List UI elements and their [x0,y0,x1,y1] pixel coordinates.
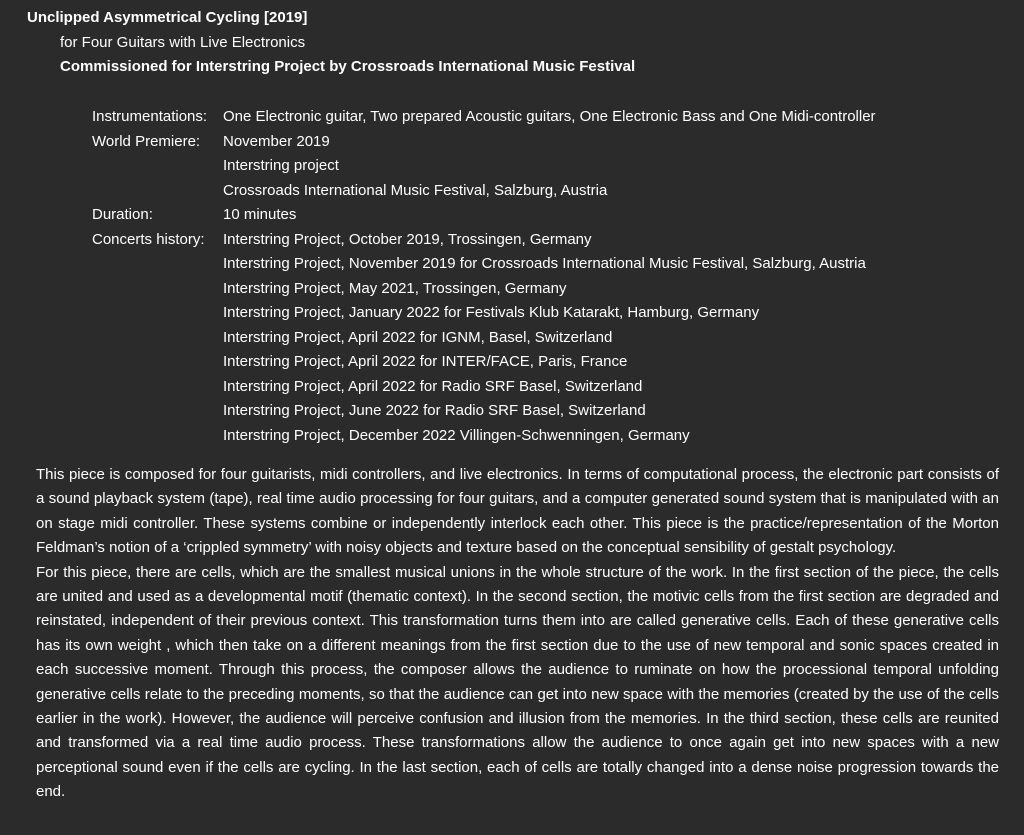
commission-note: Commissioned for Interstring Project by Crossroads International Music Festival [60,58,636,75]
program-notes [36,463,999,805]
world-premiere-project: Interstring project [223,157,339,174]
concert-item: Interstring Project, January 2022 for Festivals Klub Katarakt, Hamburg, Germany [223,304,760,321]
instrumentations-label: Instrumentations: [92,108,208,125]
concert-item: Interstring Project, April 2022 for IGNM, Basel, Switzerland [223,328,613,346]
duration-value: 10 minutes [223,206,297,223]
instrumentations-value: One Electronic guitar, Two prepared Acoustic guitars, One Electronic Bass and One Midi-controller [223,108,876,125]
world-premiere-date: November 2019 [223,132,330,150]
program-notes-paragraph-2: For this piece, there are cells, which are the smallest musical unions in the whole structure of the work. In the first section of the piece, the cells are united and used as a developmental motif (thematic context). In the second section, the motivic cells from the first section are degraded and reinstated, independent of their previous context. This transformation turns them into are called generative cells. Each of these generative cells has its own weight , which then take on a different meanings from the first section due to the use of new temporal and sonic spaces created in each successive moment. Through this process, the composer allows the audience to ruminate on how the processional temporal unfolding generative cells relate to the preceding moments, so that the audience can get into new space with the memories (created by the use of the cells earlier in the work). However, the audience will perceive confusion and illusion from the memories. In the third section, these cells are reunited and transformed via a real time audio process. These transformations allow the audience to once again get into new spaces with a new perceptional sound even if the cells are cycling. In the last section, each of cells are totally changed into a dense noise progression towards the end. [36,563,999,801]
instrumentations-row [92,105,876,130]
concert-item: Interstring Project, December 2022 Villingen-Schwenningen, Germany [223,426,690,444]
world-premiere-venue: Crossroads International Music Festival, Salzburg, Austria [223,181,608,199]
concerts-history-label: Concerts history: [92,230,205,248]
concert-item: Interstring Project, October 2019, Trossingen, Germany [223,230,592,248]
concert-item: Interstring Project, April 2022 for INTER/FACE, Paris, France [223,353,628,370]
concerts-history-list [223,228,866,449]
piece-title: Unclipped Asymmetrical Cycling [2019] [27,9,308,26]
world-premiere-row [92,130,876,204]
concert-item: Interstring Project, November 2019 for Crossroads International Music Festival, Salzburg, Austria [223,255,866,272]
concert-item: Interstring Project, May 2021, Trossingen, Germany [223,279,567,297]
duration-label: Duration: [92,206,153,223]
concert-item: Interstring Project, June 2022 for Radio SRF Basel, Switzerland [223,402,646,419]
program-notes-paragraph-1: This piece is composed for four guitarists, midi controllers, and live electronics. In terms of computational process, the electronic part consists of a sound playback system (tape), real time audio processing for four guitars, and a computer generated sound system that is manipulated with an on stage midi controller. These systems combine or independently interlock each other. This piece is the practice/representation of the Morton Feldman’s notion of a ‘crippled symmetry’ with noisy objects and texture based on the conceptual sensibility of gestalt psychology. [36,466,999,557]
concerts-history-row [92,228,876,449]
info-block [92,105,876,448]
world-premiere-label: World Premiere: [92,132,201,150]
piece-subtitle: for Four Guitars with Live Electronics [60,34,306,51]
concert-item: Interstring Project, April 2022 for Radio SRF Basel, Switzerland [223,377,643,395]
duration-row [92,203,876,228]
